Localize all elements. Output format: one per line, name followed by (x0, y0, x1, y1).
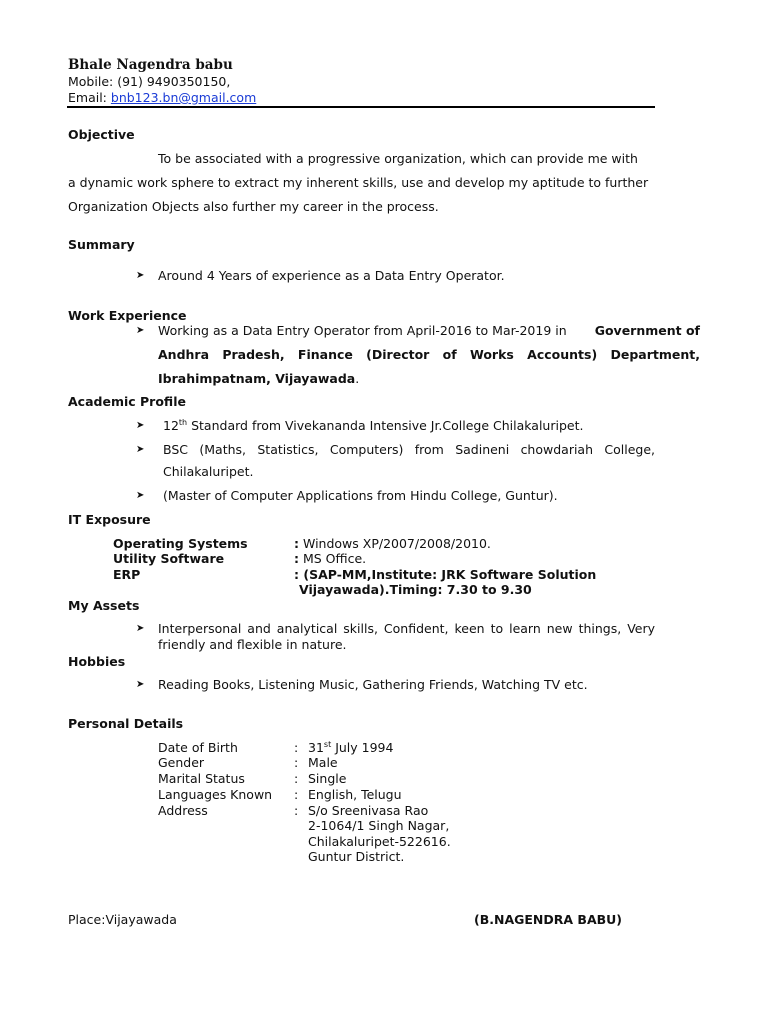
address-line-4: Guntur District. (308, 849, 405, 864)
dob-rest: July 1994 (331, 740, 394, 755)
address-line-3: Chilakaluripet-522616. (308, 834, 451, 849)
dob-label: Date of Birth (158, 740, 238, 755)
work-line-3 (158, 371, 359, 386)
mobile-line (68, 74, 230, 89)
work-employer-part-2: Andhra Pradesh, Finance (Director of Works Accounts) Department, (158, 347, 700, 362)
dob-sup: st (323, 739, 332, 749)
assets-line-2: friendly and flexible in nature. (158, 637, 347, 652)
bullet-arrow-icon: ➤ (136, 325, 145, 336)
mobile-label: Mobile: (68, 74, 114, 89)
academic-item-1 (163, 418, 583, 433)
academic-item-1-num: 12 (163, 418, 179, 433)
bullet-arrow-icon: ➤ (136, 679, 145, 690)
address-label: Address (158, 803, 208, 818)
objective-heading: Objective (68, 127, 135, 142)
work-employer-part-1: Government of (594, 323, 700, 338)
email-label: Email: (68, 90, 107, 105)
academic-item-2-line-1: BSC (Maths, Statistics, Computers) from Sadineni chowdariah College, (163, 442, 655, 457)
os-label: Operating Systems (113, 536, 248, 551)
dob-value (308, 740, 393, 755)
bullet-arrow-icon: ➤ (136, 420, 145, 431)
academic-item-3: (Master of Computer Applications from Hindu College, Guntur). (163, 488, 558, 503)
hobbies-item: Reading Books, Listening Music, Gathering Friends, Watching TV etc. (158, 677, 588, 692)
gender-value: Male (308, 755, 338, 770)
summary-heading: Summary (68, 237, 135, 252)
os-value: Windows XP/2007/2008/2010. (302, 536, 491, 551)
resume-name: Bhale Nagendra babu (68, 57, 233, 73)
erp-label: ERP (113, 567, 141, 582)
colon: : (294, 567, 299, 582)
bullet-arrow-icon: ➤ (136, 490, 145, 501)
dob-day: 31 (308, 740, 324, 755)
utility-value-line (294, 551, 366, 566)
personal-heading: Personal Details (68, 716, 184, 731)
assets-line-1: Interpersonal and analytical skills, Confident, keen to learn new things, Very (158, 621, 655, 636)
bullet-arrow-icon: ➤ (136, 444, 145, 455)
academic-item-2-line-2: Chilakaluripet. (163, 464, 254, 479)
objective-line-3: Organization Objects also further my career in the process. (68, 199, 439, 214)
colon: : (294, 771, 299, 786)
colon: : (294, 755, 299, 770)
erp-value-line-1 (294, 567, 596, 582)
address-line-1: S/o Sreenivasa Rao (308, 803, 429, 818)
signature-name: (B.NAGENDRA BABU) (474, 912, 623, 927)
utility-label: Utility Software (113, 551, 225, 566)
colon: : (294, 787, 299, 802)
work-location: Ibrahimpatnam, Vijayawada (158, 371, 356, 386)
hobbies-heading: Hobbies (68, 654, 126, 669)
erp-value-1: (SAP-MM,Institute: JRK Software Solution (303, 567, 597, 582)
colon: : (294, 803, 299, 818)
academic-item-1-sup: th (178, 417, 188, 427)
marital-label: Marital Status (158, 771, 245, 786)
academic-item-1-rest: Standard from Vivekananda Intensive Jr.College Chilakaluripet. (187, 418, 584, 433)
bullet-arrow-icon: ➤ (136, 623, 145, 634)
colon: : (294, 740, 299, 755)
mobile-value: (91) 9490350150, (117, 74, 231, 89)
work-line-1 (158, 323, 700, 338)
erp-value-line-2: Vijayawada).Timing: 7.30 to 9.30 (299, 582, 532, 597)
it-heading: IT Exposure (68, 512, 151, 527)
email-line (68, 90, 256, 105)
assets-heading: My Assets (68, 598, 140, 613)
objective-line-2: a dynamic work sphere to extract my inherent skills, use and develop my aptitude to further (68, 175, 649, 190)
address-line-2: 2-1064/1 Singh Nagar, (308, 818, 450, 833)
email-link[interactable]: bnb123.bn@gmail.com (110, 90, 257, 105)
work-line-3-end: . (355, 371, 360, 386)
objective-line-1: To be associated with a progressive organization, which can provide me with (158, 151, 638, 166)
summary-item: Around 4 Years of experience as a Data Entry Operator. (158, 268, 505, 283)
gender-label: Gender (158, 755, 205, 770)
marital-value: Single (308, 771, 347, 786)
utility-value: MS Office. (302, 551, 367, 566)
work-heading: Work Experience (68, 308, 187, 323)
work-line-1-plain: Working as a Data Entry Operator from April-2016 to Mar-2019 in (158, 323, 567, 338)
os-value-line (294, 536, 491, 551)
place: Place:Vijayawada (68, 912, 177, 927)
languages-value: English, Telugu (308, 787, 402, 802)
languages-label: Languages Known (158, 787, 273, 802)
academic-heading: Academic Profile (68, 394, 186, 409)
bullet-arrow-icon: ➤ (136, 270, 145, 281)
colon: : (294, 536, 299, 551)
colon: : (294, 551, 299, 566)
header-divider (67, 106, 655, 108)
